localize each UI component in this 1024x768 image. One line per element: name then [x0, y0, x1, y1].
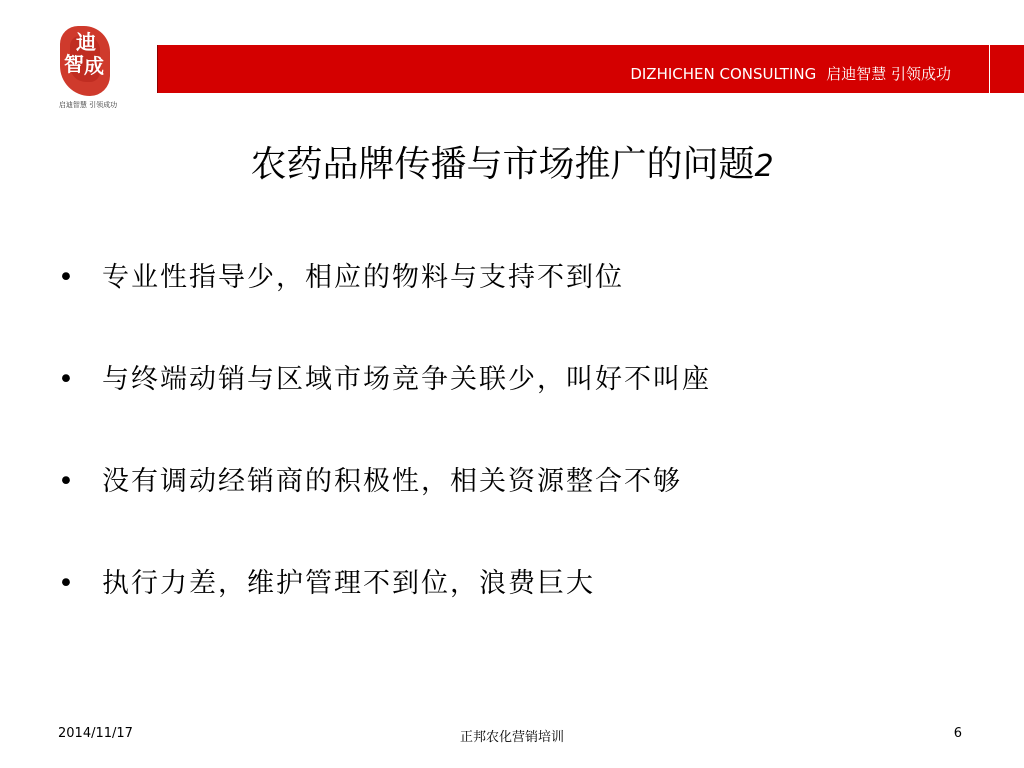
- bullet-marker: •: [58, 262, 76, 293]
- header-bar-tail: [990, 45, 1024, 93]
- bullet-text: 专业性指导少，相应的物料与支持不到位: [102, 262, 624, 293]
- header-bar: [157, 45, 989, 93]
- logo-char-2: 智: [64, 52, 84, 76]
- slide-title: [0, 136, 1024, 187]
- bullet-item: [58, 564, 958, 604]
- logo-char-1: 迪: [76, 30, 96, 54]
- bullet-item: [58, 360, 958, 400]
- header-brand: DIZHICHEN CONSULTING: [630, 65, 817, 83]
- company-logo: [54, 20, 122, 116]
- footer-title: 正邦农化营销培训: [459, 730, 564, 745]
- bullet-text: 执行力差，维护管理不到位，浪费巨大: [102, 568, 595, 599]
- bullet-marker: •: [58, 364, 76, 395]
- bullet-text: 没有调动经销商的积极性，相关资源整合不够: [102, 466, 682, 497]
- logo-caption: 启迪智慧 引领成功: [58, 101, 118, 109]
- page-number: 6: [953, 726, 962, 741]
- footer-date: 2014/11/17: [58, 726, 133, 741]
- bullet-text: 与终端动销与区域市场竞争关联少，叫好不叫座: [102, 364, 711, 395]
- bullet-list: [58, 258, 958, 666]
- bullet-marker: •: [58, 466, 76, 497]
- bullet-item: [58, 258, 958, 298]
- logo-char-3: 成: [84, 54, 104, 78]
- logo-seal-icon: [60, 26, 110, 96]
- slide-title-suffix: 2: [754, 149, 774, 184]
- bullet-item: [58, 462, 958, 502]
- header-text: [630, 63, 951, 84]
- slide-title-text: 农药品牌传播与市场推广的问题: [250, 144, 755, 185]
- header-slogan: 启迪智慧 引领成功: [826, 65, 951, 83]
- bullet-marker: •: [58, 568, 76, 599]
